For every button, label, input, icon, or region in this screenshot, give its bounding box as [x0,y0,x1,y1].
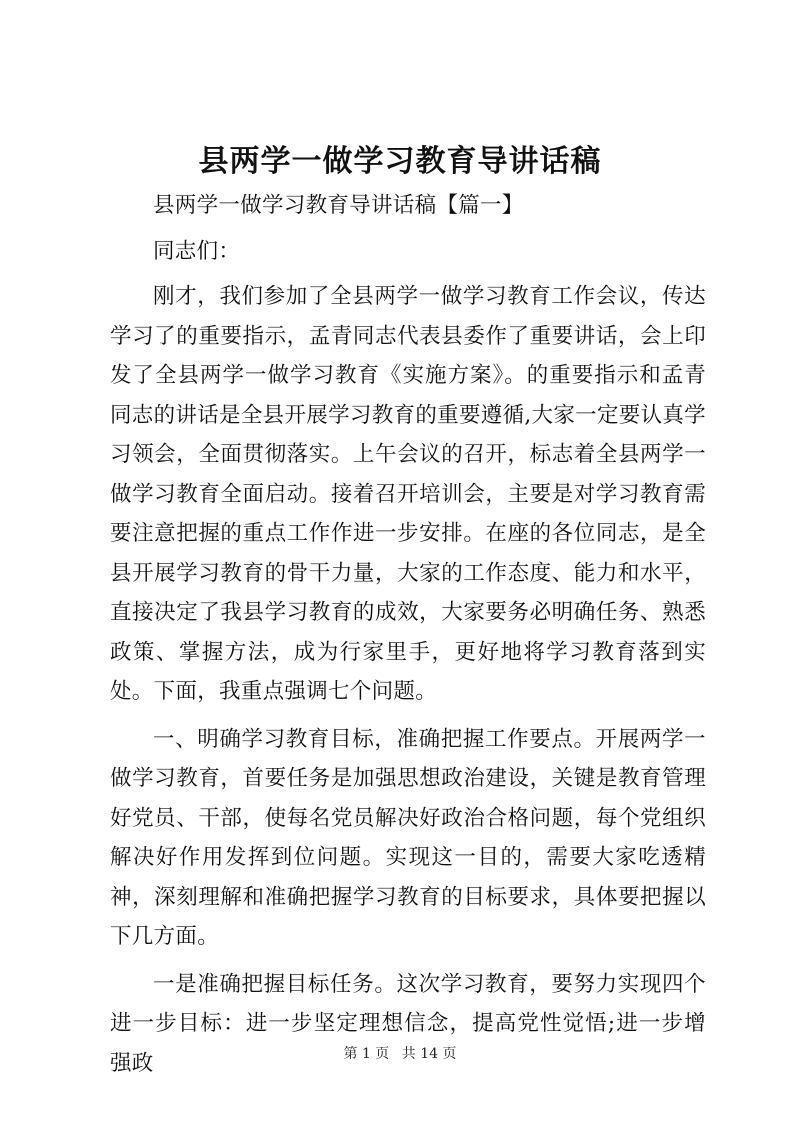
section-heading: 县两学一做学习教育导讲话稿【篇一】 [153,193,524,218]
paragraph-point-one: 一、明确学习教育目标，准确把握工作要点。开展两学一做学习教育，首要任务是加强思想政治建设，关键是教育管理好党员、干部，使每名党员解决好政治合格问题，每个党组织解决好作用发挥到位问题。实现这一目的，需要大家吃透精神，深刻理解和准确把握学习教育的目标要求，具体要把握以下几方面。 [110,726,706,949]
paragraph-target-tasks: 一是准确把握目标任务。这次学习教育，要努力实现四个进一步目标：进一步坚定理想信念，提高党性觉悟;进一步增强政 [110,971,706,1076]
salutation: 同志们： [153,238,241,264]
page-number: 第 1 页 [343,1046,390,1062]
page-total: 共 14 页 [401,1046,457,1062]
paragraph-intro: 刚才，我们参加了全县两学一做学习教育工作会议，传达学习了的重要指示，孟青同志代表县委作了重要讲话，会上印发了全县两学一做学习教育《实施方案》。的重要指示和孟青同志的讲话是全县开展学习教育的重要遵循,大家一定要认真学习领会，全面贯彻落实。上午会议的召开，标志着全县两学一做学习教育全面启动。接着召开培训会，主要是对学习教育需要注意把握的重点工作作进一步安排。在座的各位同志，是全县开展学习教育的骨干力量，大家的工作态度、能力和水平，直接决定了我县学习教育的成效，大家要务必明确任务、熟悉政策、掌握方法，成为行家里手，更好地将学习教育落到实处。下面，我重点强调七个问题。 [110,284,706,704]
page-footer [0,1044,800,1064]
document-title: 县两学一做学习教育导讲话稿 [198,144,602,179]
document-body [110,186,706,1083]
